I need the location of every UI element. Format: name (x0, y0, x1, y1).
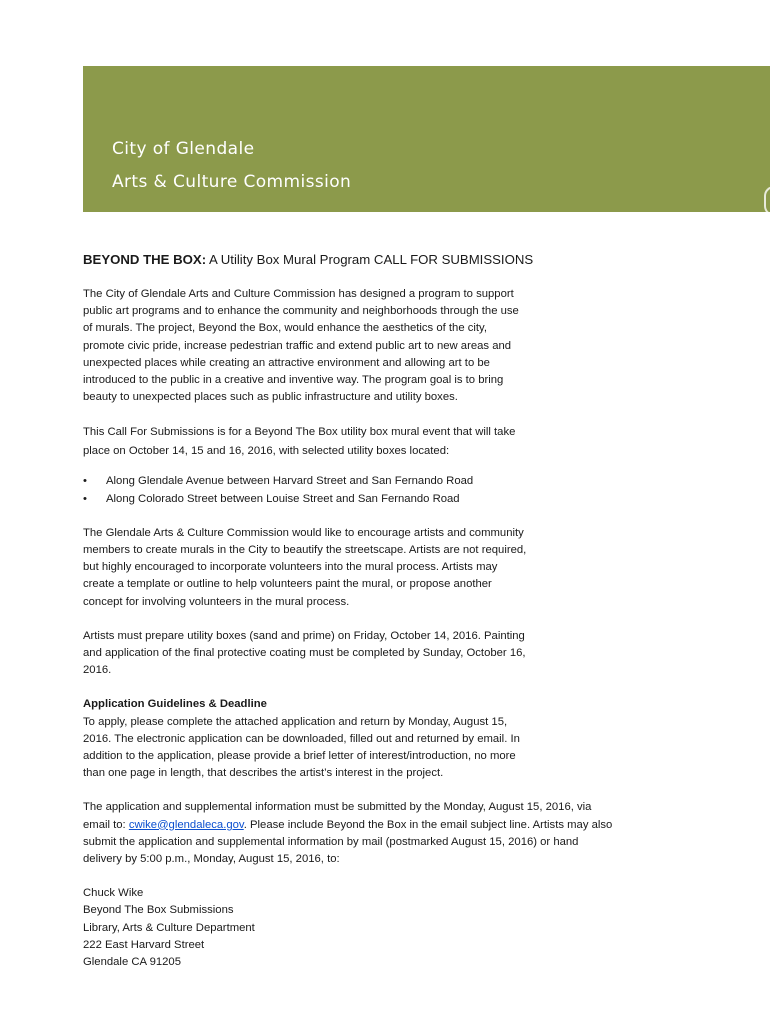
title-rest: A Utility Box Mural Program CALL FOR SUBMISSIONS (206, 252, 534, 267)
list-item (83, 473, 683, 490)
submit-paragraph (83, 799, 683, 868)
list-item (83, 491, 683, 508)
guidelines-body: To apply, please complete the attached application and return by Monday, August 15, 2016. The electronic application can be downloaded, filled out and returned by email. In addition to the application, please provide a brief letter of interest/introduction, no more than one page in length, that describes the artist’s interest in the project. (83, 715, 520, 780)
address-line: Library, Arts & Culture Department (83, 921, 255, 934)
banner-edge-mark (764, 186, 770, 216)
title-bold: BEYOND THE BOX: (83, 252, 207, 267)
header-banner (83, 66, 770, 212)
address-line: Chuck Wike (83, 887, 144, 900)
document-body (83, 250, 683, 971)
prepare-paragraph: Artists must prepare utility boxes (sand and prime) on Friday, October 14, 2016. Painting and application of the final protective coating must be completed by Sunday, October 16, 2016. (83, 629, 526, 677)
location-text: Along Colorado Street between Louise Street and San Fernando Road (106, 492, 460, 505)
banner-commission-name: Arts & Culture Commission (112, 172, 352, 192)
mailing-address (83, 885, 683, 971)
address-line: 222 East Harvard Street (83, 938, 205, 951)
email-link[interactable]: cwike@glendaleca.gov (128, 818, 244, 831)
banner-city-name: City of Glendale (112, 139, 255, 159)
address-line: Beyond The Box Submissions (83, 904, 234, 917)
guidelines-heading: Application Guidelines & Deadline (83, 698, 267, 711)
submit-rest: submit the application and supplemental information by mail (postmarked August 15, 2016) or hand delivery by 5:00 p.m., Monday, August 15, 2016, to: (83, 835, 579, 866)
address-line: Glendale CA 91205 (83, 956, 181, 969)
encourage-paragraph: The Glendale Arts & Culture Commission would like to encourage artists and community members to create murals in the City to beautify the streetscape. Artists are not required, but highly encouraged to incorporate volunteers into the mural process. Artists may create a template or outline to help volunteers paint the mural, or propose another concept for involving volunteers in the mural process. (83, 526, 527, 608)
submit-line-1: The application and supplemental information must be submitted by the Monday, August 15, 2016, via (83, 801, 592, 814)
location-list (83, 473, 683, 507)
page-title (83, 250, 683, 270)
submit-email-prefix: email to: (83, 818, 129, 831)
intro-paragraph: The City of Glendale Arts and Culture Commission has designed a program to support public art programs and to enhance the community and neighborhoods through the use of murals. The project, Beyond the Box, would enhance the aesthetics of the city, promote civic pride, increase pedestrian traffic and extend public art to new areas and unexpected places while creating an attractive environment and allowing art to be introduced to the public in a creative and inventive way. The program goal is to bring beauty to unexpected places such as public infrastructure and utility boxes. (83, 288, 519, 404)
guidelines-section (83, 696, 683, 782)
bullet-icon: • (83, 492, 87, 505)
bullet-icon: • (83, 475, 87, 488)
location-text: Along Glendale Avenue between Harvard Street and San Fernando Road (106, 475, 474, 488)
submit-email-suffix: . Please include Beyond the Box in the email subject line. Artists may also (243, 818, 613, 831)
call-paragraph: This Call For Submissions is for a Beyond The Box utility box mural event that will take place on October 14, 15 and 16, 2016, with selected utility boxes located: (83, 426, 516, 457)
